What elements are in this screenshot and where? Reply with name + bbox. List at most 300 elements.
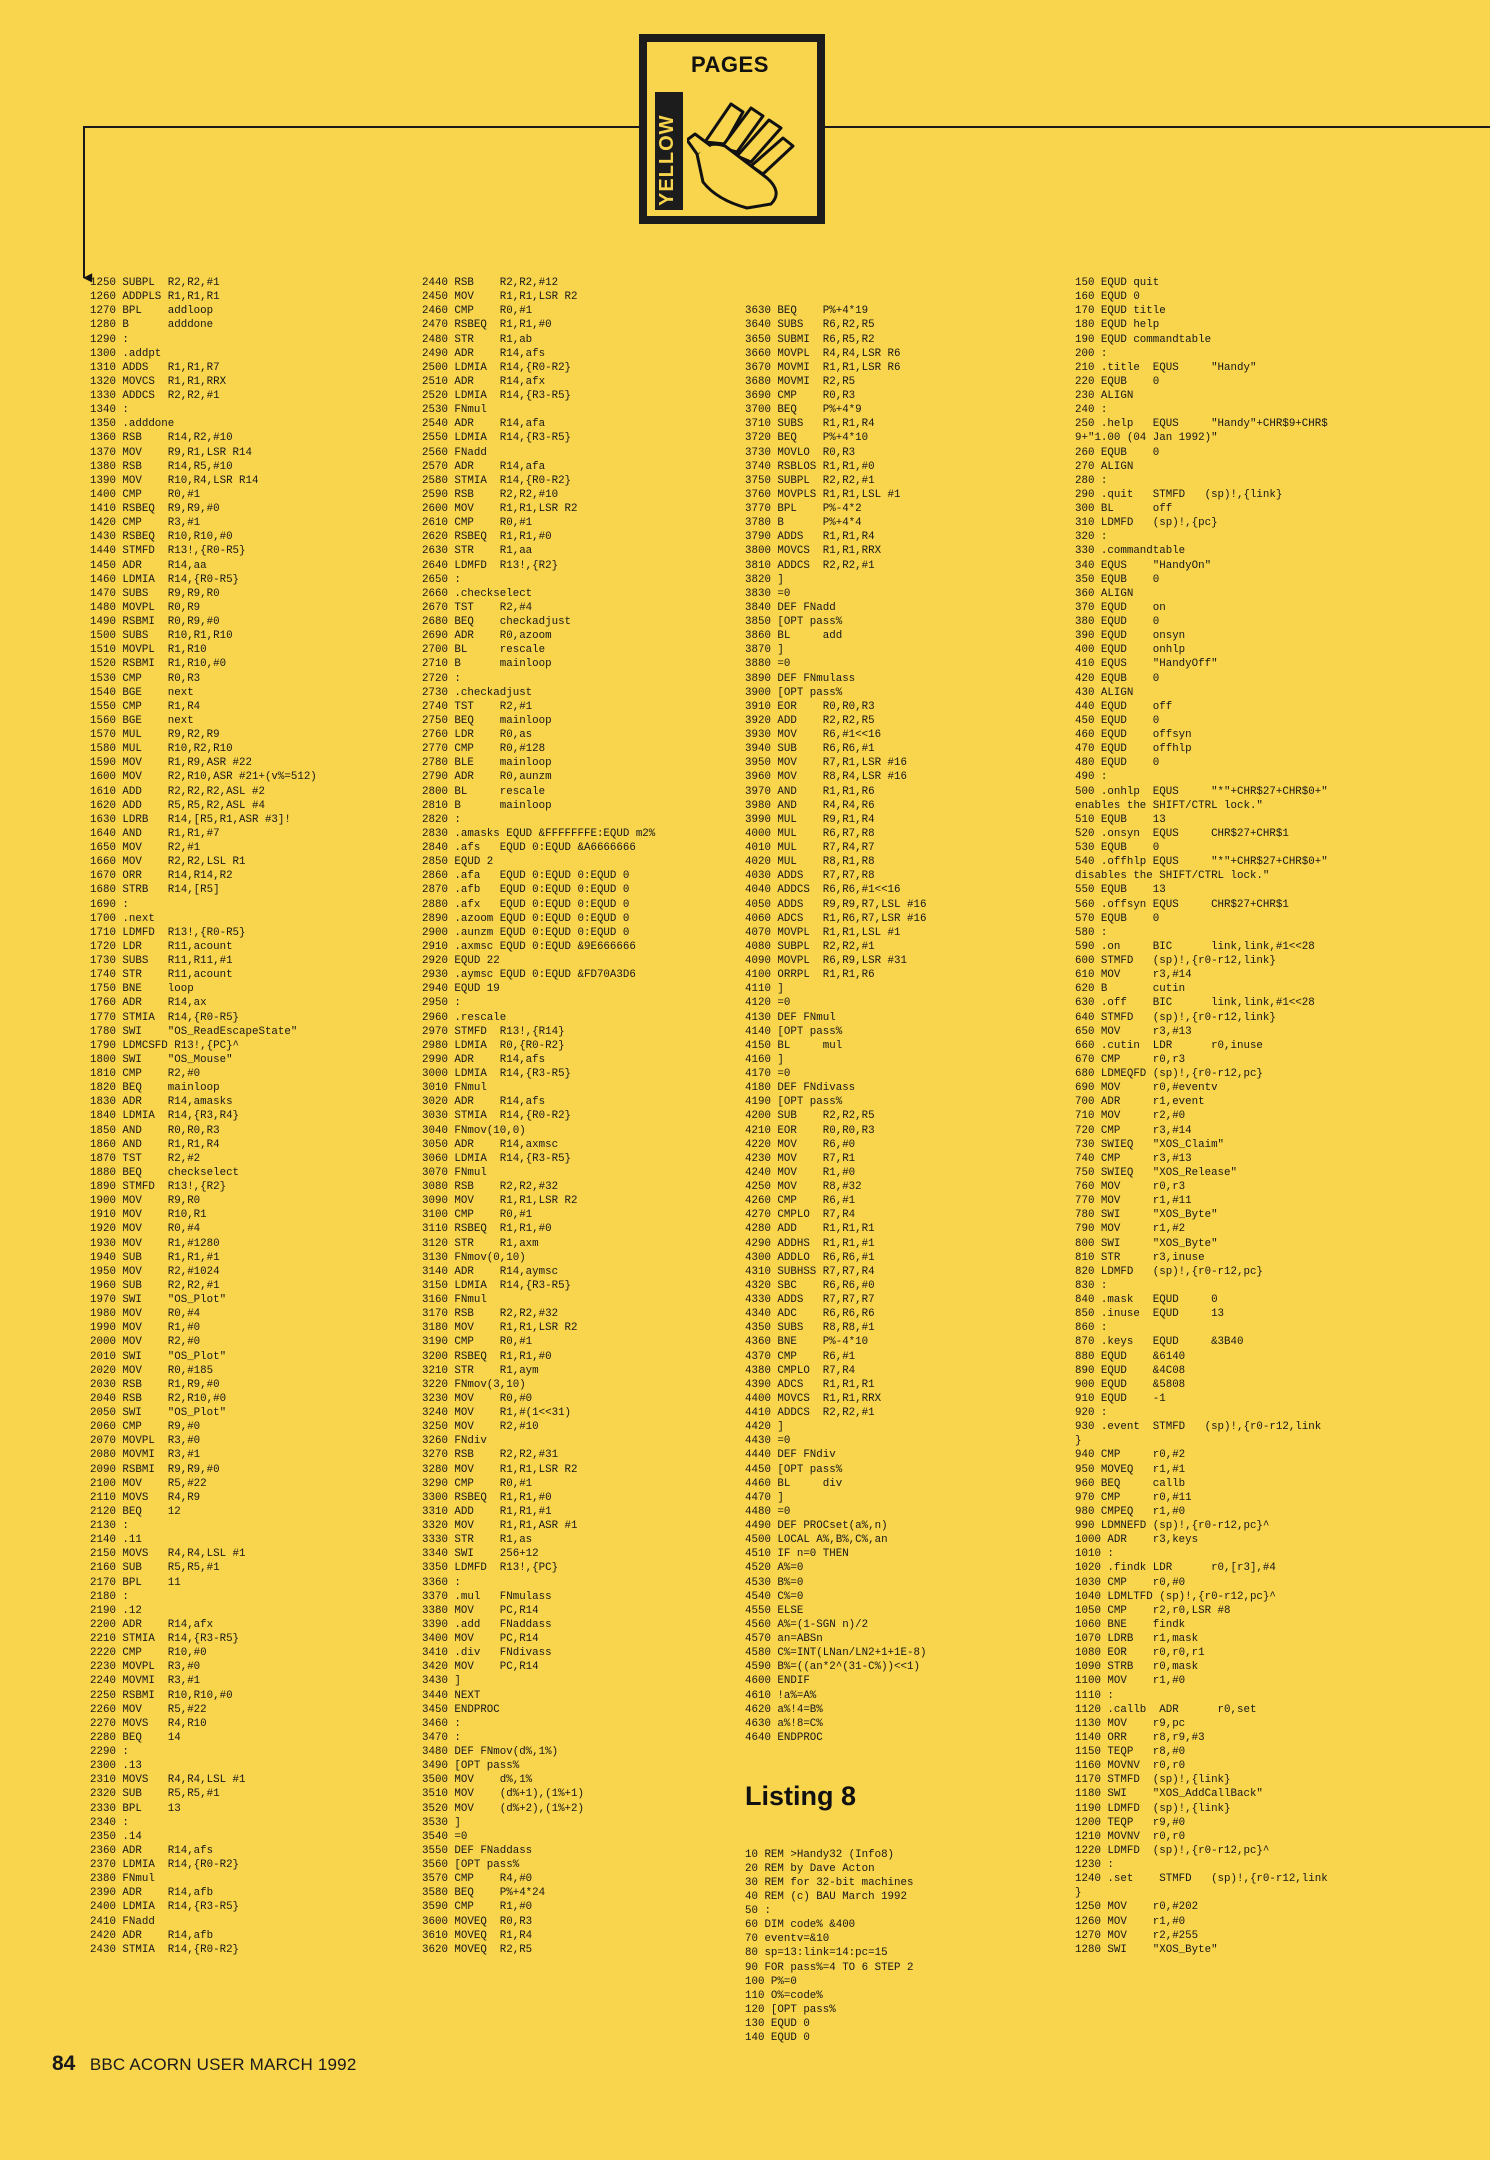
code-line: 1210 MOVNV r0,r0 (1075, 1830, 1186, 1843)
code-line: 3690 CMP R0,R3 (745, 390, 856, 403)
code-line: 960 BEQ callb (1075, 1477, 1186, 1490)
code-line: 2490 ADR R14,afs (422, 347, 546, 360)
code-line: 840 .mask EQUD 0 (1075, 1294, 1218, 1306)
code-line: 3980 AND R4,R4,R6 (745, 799, 875, 812)
code-line: 4640 ENDPROC (745, 1731, 823, 1744)
code-line: 1570 MUL R9,R2,R9 (90, 729, 220, 741)
code-line: 1970 SWI "OS_Plot" (90, 1294, 227, 1306)
code-line: 4060 ADCS R1,R6,R7,LSR #16 (745, 912, 927, 925)
code-line: 2640 LDMFD R13!,{R2} (422, 559, 559, 572)
code-line: 4000 MUL R6,R7,R8 (745, 827, 875, 840)
code-line: 1400 CMP R0,#1 (90, 488, 201, 501)
code-line: 50 : (745, 1905, 771, 1918)
code-line: 3280 MOV R1,R1,LSR R2 (422, 1463, 578, 1476)
code-line: 2240 MOVMI R3,#1 (90, 1675, 201, 1688)
code-line: 1580 MUL R10,R2,R10 (90, 743, 233, 756)
code-line: 130 EQUD 0 (745, 2018, 810, 2031)
code-line: 3810 ADDCS R2,R2,#1 (745, 559, 875, 572)
code-line: 4110 ] (745, 983, 784, 996)
code-line: 20 REM by Dave Acton (745, 1862, 875, 1875)
code-line: 810 STR r3,inuse (1075, 1251, 1205, 1264)
code-line: 2140 .11 (90, 1534, 142, 1547)
code-line: 2870 .afb EQUD 0:EQUD 0:EQUD 0 (422, 884, 630, 897)
code-line: 1670 ORR R14,R14,R2 (90, 870, 233, 883)
code-line: 2720 : (422, 672, 461, 685)
code-line: 3890 DEF FNmulass (745, 672, 856, 685)
code-line: 2840 .afs EQUD 0:EQUD &A6666666 (422, 842, 636, 854)
code-line: 530 EQUB 0 (1075, 842, 1160, 854)
code-line: enables the SHIFT/CTRL lock." (1075, 799, 1263, 812)
code-line: 3620 MOVEQ R2,R5 (422, 1943, 533, 1956)
code-line: 3720 BEQ P%+4*10 (745, 432, 869, 445)
code-line: 2780 BLE mainloop (422, 757, 552, 770)
code-line: 3130 FNmov(0,10) (422, 1251, 526, 1264)
code-line: 90 FOR pass%=4 TO 6 STEP 2 (745, 1961, 914, 1974)
code-line: 4070 MOVPL R1,R1,LSL #1 (745, 926, 901, 939)
code-line: 4270 CMPLO R7,R4 (745, 1209, 856, 1222)
code-line: 2530 FNmul (422, 404, 487, 417)
code-line: 680 LDMEQFD (sp)!,{r0-r12,pc} (1075, 1068, 1263, 1080)
code-line: 3270 RSB R2,R2,#31 (422, 1449, 559, 1462)
code-line: 3870 ] (745, 644, 784, 657)
code-line: 2130 : (90, 1520, 129, 1532)
code-line: 3200 RSBEQ R1,R1,#0 (422, 1350, 552, 1363)
code-line: 380 EQUD 0 (1075, 616, 1160, 628)
code-line: 1280 SWI "XOS_Byte" (1075, 1943, 1218, 1956)
code-line: 3940 SUB R6,R6,#1 (745, 743, 875, 756)
code-line: 2900 .aunzm EQUD 0:EQUD 0:EQUD 0 (422, 926, 630, 939)
code-line: 1250 SUBPL R2,R2,#1 (90, 277, 220, 289)
code-line: 2660 .checkselect (422, 587, 533, 600)
code-line: 4410 ADDCS R2,R2,#1 (745, 1407, 875, 1420)
code-line: 950 MOVEQ r1,#1 (1075, 1463, 1186, 1476)
code-line: 1190 LDMFD (sp)!,{link} (1075, 1802, 1231, 1815)
code-line: 2450 MOV R1,R1,LSR R2 (422, 291, 578, 304)
code-line: 990 LDMNEFD (sp)!,{r0-r12,pc}^ (1075, 1520, 1270, 1532)
code-line: 2030 RSB R1,R9,#0 (90, 1378, 220, 1391)
code-line: 900 EQUD &5808 (1075, 1378, 1186, 1391)
code-line: 370 EQUD on (1075, 601, 1166, 614)
code-line: 930 .event STMFD (sp)!,{r0-r12,link (1075, 1421, 1322, 1434)
code-line: 4460 BL div (745, 1477, 843, 1490)
code-line: 3740 RSBLOS R1,R1,#0 (745, 460, 875, 473)
code-line: 1770 STMIA R14,{R0-R5} (90, 1011, 240, 1024)
code-line: 2070 MOVPL R3,#0 (90, 1435, 201, 1448)
code-line: 3510 MOV (d%+1),(1%+1) (422, 1788, 584, 1801)
code-line: 890 EQUD &4C08 (1075, 1364, 1186, 1377)
code-line: 230 ALIGN (1075, 390, 1134, 402)
code-line: 1260 ADDPLS R1,R1,R1 (90, 291, 220, 304)
code-line: 1110 : (1075, 1689, 1114, 1702)
code-line: 590 .on BIC link,link,#1<<28 (1075, 940, 1315, 953)
code-line: 2680 BEQ checkadjust (422, 616, 572, 628)
code-line: 3090 MOV R1,R1,LSR R2 (422, 1195, 578, 1208)
code-line: 3880 =0 (745, 658, 791, 671)
code-line: 3750 SUBPL R2,R2,#1 (745, 474, 875, 487)
code-line: 470 EQUD offhlp (1075, 743, 1192, 756)
code-line: 350 EQUB 0 (1075, 573, 1160, 586)
code-line: 630 .off BIC link,link,#1<<28 (1075, 997, 1315, 1010)
code-line: 4420 ] (745, 1421, 784, 1434)
code-line: 4470 ] (745, 1491, 784, 1504)
code-line: 850 .inuse EQUD 13 (1075, 1308, 1225, 1321)
code-line: 180 EQUD help (1075, 319, 1160, 332)
code-line: 3140 ADR R14,aymsc (422, 1265, 559, 1278)
code-line: 410 EQUS "HandyOff" (1075, 658, 1218, 671)
code-line: 2790 ADR R0,aunzm (422, 771, 552, 784)
code-line: 290 .quit STMFD (sp)!,{link} (1075, 488, 1283, 501)
header-rule-left (83, 126, 640, 128)
code-line: 2710 B mainloop (422, 658, 552, 671)
code-line: 490 : (1075, 771, 1108, 784)
code-line: 1240 .set STMFD (sp)!,{r0-r12,link (1075, 1873, 1328, 1886)
code-line: 2260 MOV R5,#22 (90, 1703, 207, 1716)
code-line: 3120 STR R1,axm (422, 1237, 539, 1250)
code-line: 2850 EQUD 2 (422, 856, 494, 869)
code-line: 1720 LDR R11,acount (90, 940, 233, 953)
code-line: 1520 RSBMI R1,R10,#0 (90, 658, 227, 671)
code-line: 1940 SUB R1,R1,#1 (90, 1251, 220, 1264)
code-line: 2000 MOV R2,#0 (90, 1336, 201, 1349)
code-line: 4040 ADDCS R6,R6,#1<<16 (745, 884, 901, 897)
code-line: 4570 an=ABSn (745, 1633, 823, 1646)
code-line: 1070 LDRB r1,mask (1075, 1633, 1199, 1645)
code-line: 3450 ENDPROC (422, 1703, 500, 1716)
code-line: 4100 ORRPL R1,R1,R6 (745, 969, 875, 982)
code-line: 3770 BPL P%-4*2 (745, 503, 862, 516)
code-line: 2580 STMIA R14,{R0-R2} (422, 474, 572, 487)
code-line: 3500 MOV d%,1% (422, 1774, 533, 1787)
code-line: 100 P%=0 (745, 1975, 797, 1988)
code-line: 3160 FNmul (422, 1294, 487, 1306)
code-line: 320 : (1075, 531, 1108, 544)
code-line: 1640 AND R1,R1,#7 (90, 827, 220, 840)
code-line: 3330 STR R1,as (422, 1534, 533, 1547)
code-line: 300 BL off (1075, 503, 1173, 515)
code-line: 3570 CMP R4,#0 (422, 1873, 533, 1886)
code-line: 640 STMFD (sp)!,{r0-r12,link} (1075, 1011, 1276, 1024)
code-line: 1380 RSB R14,R5,#10 (90, 460, 233, 473)
code-line: 3470 : (422, 1731, 461, 1744)
code-line: 1920 MOV R0,#4 (90, 1223, 201, 1236)
code-line: 1980 MOV R0,#4 (90, 1308, 201, 1321)
code-line: 1890 STMFD R13!,{R2} (90, 1181, 227, 1193)
code-line: 720 CMP r3,#14 (1075, 1124, 1192, 1137)
code-line: 1150 TEQP r8,#0 (1075, 1746, 1186, 1758)
code-line: 4580 C%=INT(LNan/LN2+1+1E-8) (745, 1647, 927, 1660)
code-line: 3260 FNdiv (422, 1435, 487, 1448)
code-line: 3900 [OPT pass% (745, 686, 843, 699)
code-line: 2830 .amasks EQUD &FFFFFFFE:EQUD m2% (422, 827, 656, 840)
code-line: 4520 A%=0 (745, 1562, 804, 1575)
code-line: 780 SWI "XOS_Byte" (1075, 1209, 1218, 1222)
code-line: 3850 [OPT pass% (745, 616, 843, 629)
code-line: 3150 LDMIA R14,{R3-R5} (422, 1279, 572, 1292)
code-line: 2970 STMFD R13!,{R14} (422, 1025, 565, 1038)
code-line: 2930 .aymsc EQUD 0:EQUD &FD70A3D6 (422, 969, 636, 982)
code-line: 560 .offsyn EQUS CHR$27+CHR$1 (1075, 898, 1289, 911)
code-line: 80 sp=13:link=14:pc=15 (745, 1947, 888, 1960)
code-line: 360 ALIGN (1075, 587, 1134, 600)
code-line: 1100 MOV r1,#0 (1075, 1675, 1186, 1688)
code-line: 4190 [OPT pass% (745, 1096, 843, 1109)
code-line: 740 CMP r3,#13 (1075, 1152, 1192, 1165)
code-line: 550 EQUB 13 (1075, 884, 1166, 897)
code-line: 3240 MOV R1,#(1<<31) (422, 1407, 572, 1419)
code-line: 150 EQUD quit (1075, 277, 1160, 289)
code-line: 1850 AND R0,R0,R3 (90, 1124, 220, 1137)
code-line: 4280 ADD R1,R1,R1 (745, 1223, 875, 1236)
code-line: 1000 ADR r3,keys (1075, 1534, 1199, 1547)
code-line: 1360 RSB R14,R2,#10 (90, 432, 233, 445)
code-line: 2330 BPL 13 (90, 1802, 181, 1815)
code-line: 3590 CMP R1,#0 (422, 1901, 533, 1914)
code-line: 330 .commandtable (1075, 545, 1186, 558)
code-line: 1710 LDMFD R13!,{R0-R5} (90, 926, 246, 939)
code-line: 2250 RSBMI R10,R10,#0 (90, 1689, 233, 1702)
page-number: 84 (52, 2052, 76, 2075)
code-line: 2600 MOV R1,R1,LSR R2 (422, 503, 578, 515)
code-line: 1540 BGE next (90, 686, 194, 699)
code-line: 4490 DEF PROCset(a%,n) (745, 1520, 888, 1533)
code-line: 3910 EOR R0,R0,R3 (745, 700, 875, 713)
code-line: 210 .title EQUS "Handy" (1075, 361, 1257, 374)
code-line: 4230 MOV R7,R1 (745, 1152, 856, 1165)
code-line: 3930 MOV R6,#1<<16 (745, 729, 882, 742)
code-line: 4200 SUB R2,R2,R5 (745, 1110, 875, 1123)
code-line: 3650 SUBMI R6,R5,R2 (745, 333, 875, 346)
code-line: 4210 EOR R0,R0,R3 (745, 1124, 875, 1137)
code-line: 1330 ADDCS R2,R2,#1 (90, 390, 220, 402)
code-line: 70 eventv=&10 (745, 1933, 830, 1946)
code-line: 40 REM (c) BAU March 1992 (745, 1890, 907, 1903)
code-line: 1080 EOR r0,r0,r1 (1075, 1647, 1205, 1660)
code-line: 4140 [OPT pass% (745, 1025, 843, 1038)
code-line: 2190 .12 (90, 1604, 142, 1617)
code-line: 4020 MUL R8,R1,R8 (745, 856, 875, 869)
code-line: 4340 ADC R6,R6,R6 (745, 1308, 875, 1321)
code-line: 1740 STR R11,acount (90, 969, 233, 982)
code-line: 2350 .14 (90, 1830, 142, 1843)
code-column-3-top (745, 304, 1065, 1745)
code-line: 1200 TEQP r9,#0 (1075, 1816, 1186, 1829)
code-line: 3040 FNmov(10,0) (422, 1124, 526, 1137)
code-line: 3210 STR R1,aym (422, 1364, 539, 1377)
code-line: 1450 ADR R14,aa (90, 559, 207, 572)
yellow-pages-logo (639, 34, 825, 224)
code-line: 2440 RSB R2,R2,#12 (422, 277, 559, 289)
code-line: 3780 B P%+4*4 (745, 517, 862, 530)
code-line: 1820 BEQ mainloop (90, 1082, 220, 1095)
code-line: 1130 MOV r9,pc (1075, 1717, 1186, 1730)
code-line: 830 : (1075, 1279, 1108, 1292)
code-line: 2050 SWI "OS_Plot" (90, 1407, 227, 1419)
code-line: 3600 MOVEQ R0,R3 (422, 1915, 533, 1928)
publication-line: BBC ACORN USER MARCH 1992 (89, 2055, 357, 2074)
code-line: 3440 NEXT (422, 1689, 481, 1702)
code-line: 1690 : (90, 898, 129, 911)
code-line: 3250 MOV R2,#10 (422, 1421, 539, 1434)
code-line: 1900 MOV R9,R0 (90, 1195, 201, 1208)
code-line: 4320 SBC R6,R6,#0 (745, 1279, 875, 1292)
code-line: 3640 SUBS R6,R2,R5 (745, 319, 875, 332)
code-line: 2800 BL rescale (422, 785, 546, 798)
code-line: 1470 SUBS R9,R9,R0 (90, 587, 220, 600)
code-line: 2770 CMP R0,#128 (422, 743, 546, 756)
code-line: } (1075, 1435, 1082, 1448)
code-line: 4120 =0 (745, 997, 791, 1010)
code-line: 3020 ADR R14,afs (422, 1096, 546, 1109)
code-line: 4220 MOV R6,#0 (745, 1138, 856, 1151)
code-line: 660 .cutin LDR r0,inuse (1075, 1039, 1263, 1052)
code-line: 1630 LDRB R14,[R5,R1,ASR #3]! (90, 813, 291, 826)
code-line: 1220 LDMFD (sp)!,{r0-r12,pc}^ (1075, 1844, 1270, 1857)
code-line: 4400 MOVCS R1,R1,RRX (745, 1392, 882, 1405)
code-line: 4560 A%=(1-SGN n)/2 (745, 1618, 869, 1631)
code-line: 2630 STR R1,aa (422, 545, 533, 558)
code-line: 1760 ADR R14,ax (90, 997, 207, 1010)
code-line: 2560 FNadd (422, 446, 487, 459)
code-line: 3370 .mul FNmulass (422, 1590, 552, 1603)
code-line: 4500 LOCAL A%,B%,C%,an (745, 1534, 888, 1547)
code-line: 4300 ADDLO R6,R6,#1 (745, 1251, 875, 1264)
code-line: 1390 MOV R10,R4,LSR R14 (90, 474, 259, 487)
code-line: 60 DIM code% &400 (745, 1919, 856, 1932)
code-line: 1140 ORR r8,r9,#3 (1075, 1731, 1205, 1744)
code-line: 3580 BEQ P%+4*24 (422, 1887, 546, 1900)
code-line: 4540 C%=0 (745, 1590, 804, 1603)
code-line: 1120 .callb ADR r0,set (1075, 1703, 1257, 1716)
code-line: 1230 : (1075, 1859, 1114, 1871)
code-line: 2610 CMP R0,#1 (422, 517, 533, 530)
code-line: 1270 MOV r2,#255 (1075, 1929, 1199, 1942)
code-line: 3920 ADD R2,R2,R5 (745, 714, 875, 727)
code-line: 4450 [OPT pass% (745, 1463, 843, 1476)
code-line: 2230 MOVPL R3,#0 (90, 1661, 201, 1674)
code-line: 4130 DEF FNmul (745, 1011, 836, 1024)
code-line: 540 .offhlp EQUS "*"+CHR$27+CHR$0+" (1075, 856, 1328, 869)
code-line: 4260 CMP R6,#1 (745, 1195, 856, 1208)
logo-vertical-strip (655, 92, 683, 210)
code-line: 2990 ADR R14,afs (422, 1053, 546, 1066)
code-line: 2690 ADR R0,azoom (422, 630, 552, 643)
code-line: 240 : (1075, 404, 1108, 417)
code-line: 2290 : (90, 1746, 129, 1758)
code-line: 1990 MOV R1,#0 (90, 1322, 201, 1335)
code-column-3-listing (745, 1848, 1065, 2046)
code-line: 4150 BL mul (745, 1039, 843, 1052)
code-line: 1620 ADD R5,R5,R2,ASL #4 (90, 799, 265, 812)
code-line: 1860 AND R1,R1,R4 (90, 1138, 220, 1151)
code-line: 1460 LDMIA R14,{R0-R5} (90, 573, 240, 586)
code-line: 2280 BEQ 14 (90, 1731, 181, 1744)
code-line: 3840 DEF FNadd (745, 601, 836, 614)
code-column-1 (90, 276, 410, 1957)
code-line: 1750 BNE loop (90, 983, 194, 996)
code-line: 620 B cutin (1075, 983, 1186, 996)
code-line: 1590 MOV R1,R9,ASR #22 (90, 757, 252, 770)
code-line: 4430 =0 (745, 1435, 791, 1448)
code-line: 280 : (1075, 474, 1108, 487)
code-line: 430 ALIGN (1075, 686, 1134, 699)
code-line: 440 EQUD off (1075, 700, 1173, 713)
code-line: 650 MOV r3,#13 (1075, 1025, 1192, 1038)
code-line: 2700 BL rescale (422, 644, 546, 657)
code-line: 1430 RSBEQ R10,R10,#0 (90, 531, 233, 544)
code-line: 9+"1.00 (04 Jan 1992)" (1075, 432, 1218, 445)
code-line: 420 EQUB 0 (1075, 672, 1160, 685)
code-line: 3700 BEQ P%+4*9 (745, 404, 862, 417)
code-line: 3530 ] (422, 1816, 461, 1829)
code-line: 2950 : (422, 997, 461, 1010)
code-line: 1340 : (90, 404, 129, 417)
code-line: 1950 MOV R2,#1024 (90, 1265, 220, 1278)
code-line: 4030 ADDS R7,R7,R8 (745, 870, 875, 883)
code-line: 400 EQUD onhlp (1075, 644, 1186, 657)
code-line: 170 EQUD title (1075, 305, 1166, 318)
code-line: 1730 SUBS R11,R11,#1 (90, 955, 233, 967)
code-line: 3030 STMIA R14,{R0-R2} (422, 1110, 572, 1123)
code-line: 3630 BEQ P%+4*19 (745, 305, 869, 318)
code-line: 2320 SUB R5,R5,#1 (90, 1788, 220, 1801)
code-line: 260 EQUB 0 (1075, 446, 1160, 459)
code-line: 4180 DEF FNdivass (745, 1082, 856, 1095)
code-line: 4240 MOV R1,#0 (745, 1166, 856, 1179)
code-line: 1780 SWI "OS_ReadEscapeState" (90, 1025, 298, 1038)
code-line: 1250 MOV r0,#202 (1075, 1901, 1199, 1914)
code-line: 2310 MOVS R4,R4,LSL #1 (90, 1774, 246, 1787)
code-line: 3410 .div FNdivass (422, 1647, 552, 1660)
code-line: 3960 MOV R8,R4,LSR #16 (745, 771, 907, 784)
code-line: 1050 CMP r2,r0,LSR #8 (1075, 1604, 1231, 1617)
code-line: 2890 .azoom EQUD 0:EQUD 0:EQUD 0 (422, 912, 630, 925)
code-line: 2880 .afx EQUD 0:EQUD 0:EQUD 0 (422, 898, 630, 911)
code-line: 3080 RSB R2,R2,#32 (422, 1181, 559, 1193)
code-line: 3050 ADR R14,axmsc (422, 1138, 559, 1151)
code-line: 2670 TST R2,#4 (422, 601, 533, 614)
code-line: 2120 BEQ 12 (90, 1505, 181, 1518)
code-line: 3490 [OPT pass% (422, 1760, 520, 1773)
code-line: 4290 ADDHS R1,R1,#1 (745, 1237, 875, 1250)
code-line: 2100 MOV R5,#22 (90, 1477, 207, 1490)
code-line: 1040 LDMLTFD (sp)!,{r0-r12,pc}^ (1075, 1590, 1276, 1603)
code-line: 4550 ELSE (745, 1604, 804, 1617)
code-line: 2020 MOV R0,#185 (90, 1364, 214, 1377)
code-line: 4050 ADDS R9,R9,R7,LSL #16 (745, 898, 927, 911)
code-line: 4370 CMP R6,#1 (745, 1350, 856, 1363)
code-line: 880 EQUD &6140 (1075, 1350, 1186, 1363)
code-line: 2340 : (90, 1816, 129, 1829)
code-line: 2550 LDMIA R14,{R3-R5} (422, 432, 572, 445)
code-line: 2300 .13 (90, 1760, 142, 1773)
code-line: 1310 ADDS R1,R1,R7 (90, 361, 220, 374)
code-line: 2860 .afa EQUD 0:EQUD 0:EQUD 0 (422, 870, 630, 883)
code-line: 3110 RSBEQ R1,R1,#0 (422, 1223, 552, 1236)
code-line: 970 CMP r0,#11 (1075, 1491, 1192, 1504)
code-line: 1290 : (90, 333, 129, 346)
code-line: 4380 CMPLO R7,R4 (745, 1364, 856, 1377)
code-line: 140 EQUD 0 (745, 2032, 810, 2045)
code-line: 1810 CMP R2,#0 (90, 1068, 201, 1080)
code-line: 3100 CMP R0,#1 (422, 1209, 533, 1222)
code-line: 4160 ] (745, 1053, 784, 1066)
code-line: 4350 SUBS R8,R8,#1 (745, 1322, 875, 1335)
code-line: 1280 B adddone (90, 319, 214, 332)
code-line: 4310 SUBHSS R7,R7,R4 (745, 1265, 875, 1278)
code-line: 2080 MOVMI R3,#1 (90, 1449, 201, 1462)
code-line: 2170 BPL 11 (90, 1576, 181, 1589)
code-line: 310 LDMFD (sp)!,{pc} (1075, 517, 1218, 530)
